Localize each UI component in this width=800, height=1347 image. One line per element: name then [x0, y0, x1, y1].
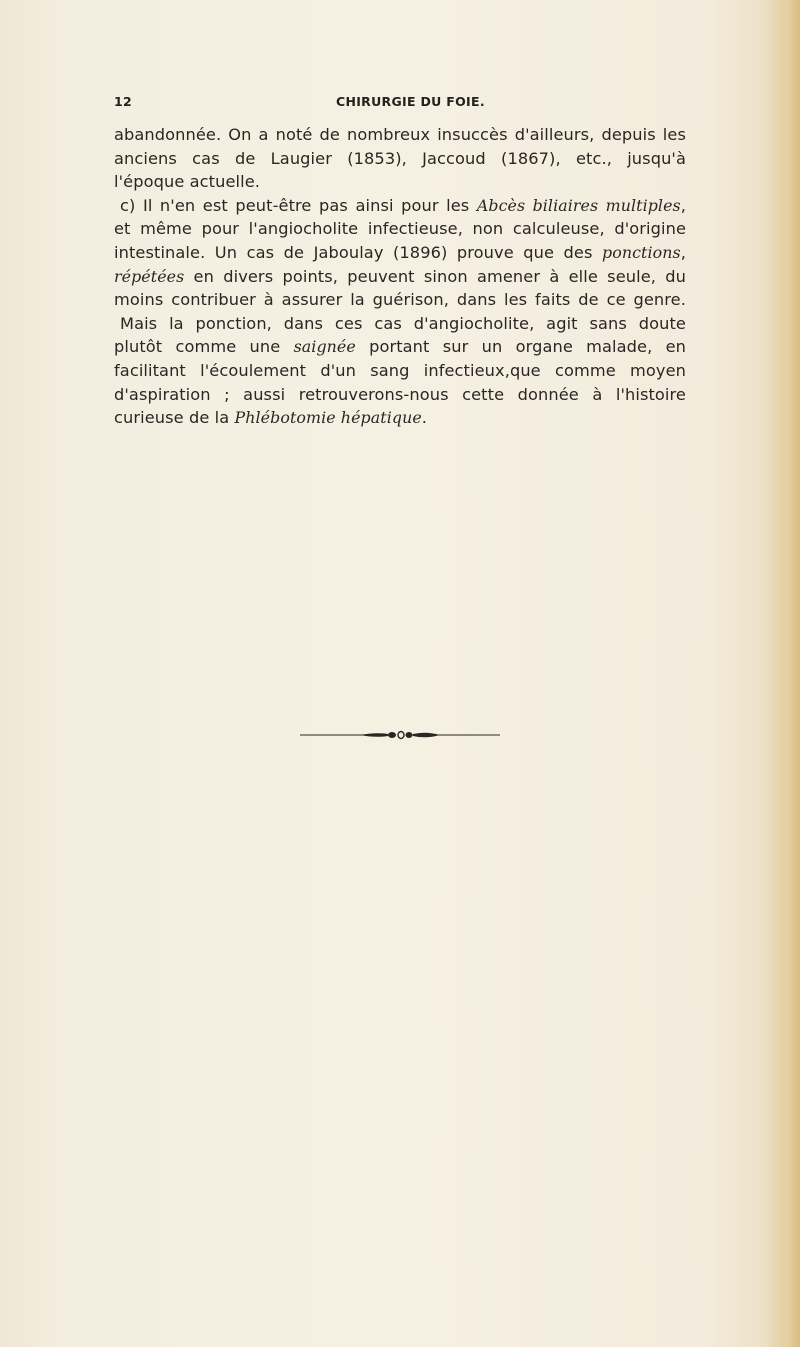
text-line: et même pour l'angiocholite infectieuse, non calculeuse, d'origine — [114, 219, 686, 239]
italic-term: saignée — [293, 337, 356, 357]
tailpiece-ornament-icon — [300, 730, 500, 740]
body-text — [114, 123, 686, 430]
italic-term: Phlébotomie hépatique — [234, 408, 422, 428]
page-number: 12 — [114, 94, 132, 109]
text-line: plutôt comme une saignée portant sur un organe malade, en — [114, 337, 686, 357]
text-line: abandonnée. On a noté de nombreux insuccès d'ailleurs, depuis les — [114, 125, 686, 144]
text-line: anciens cas de Laugier (1853), Jaccoud (1867), etc., jusqu'à — [114, 148, 686, 168]
italic-term: Abcès biliaires multiples — [476, 195, 681, 215]
text-line: intestinale. Un cas de Jaboulay (1896) prouve que des ponctions, — [114, 242, 686, 262]
text-line: d'aspiration ; aussi retrouverons-nous cette donnée à l'histoire — [114, 384, 686, 404]
running-title: CHIRURGIE DU FOIE. — [336, 94, 485, 109]
text-line: curieuse de la Phlébotomie hépatique. — [114, 408, 428, 428]
text-line: l'époque actuelle. — [114, 172, 261, 192]
italic-term: répétées — [114, 266, 185, 286]
text-line: facilitant l'écoulement d'un sang infectieux,que comme moyen — [114, 360, 686, 380]
text-line: c) Il n'en est peut-être pas ainsi pour les Abcès biliaires multiples, — [120, 195, 686, 215]
text-line: Mais la ponction, dans ces cas d'angiocholite, agit sans doute — [120, 313, 686, 333]
text-line: moins contribuer à assurer la guérison, dans les faits de ce genre. — [114, 290, 686, 310]
text-line: répétées en divers points, peuvent sinon amener à elle seule, du — [114, 266, 686, 286]
running-head — [114, 94, 684, 114]
italic-term: ponctions — [602, 242, 681, 262]
page-edge-stain — [762, 0, 800, 1347]
